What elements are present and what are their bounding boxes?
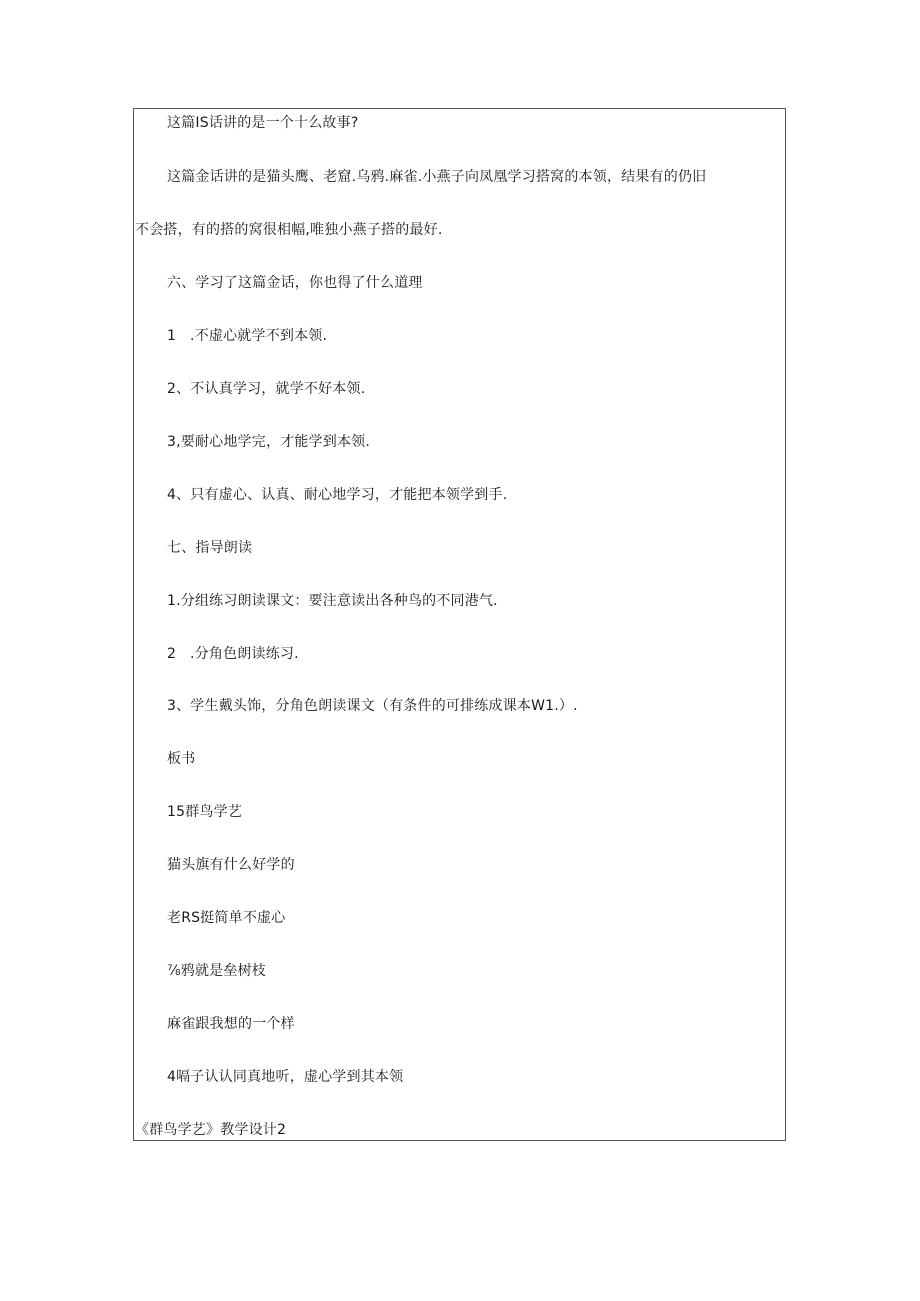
- blackboard-heading: 板书: [167, 751, 196, 767]
- answer-line-1: 这篇金话讲的是猫头鹰、老窟.乌鸦.麻雀.小燕子向凤凰学习搭窝的本领，结果有的仍旧: [167, 169, 707, 185]
- blackboard-line-2: 老RS挺简单不虚心: [167, 910, 286, 926]
- section-seven-heading: 七、指导朗读: [167, 540, 253, 556]
- lesson-item-2: 2、不认真学习，就学不好本领.: [167, 381, 366, 397]
- reading-item-3: 3、学生戴头饰，分角色朗读课文（有条件的可排练成课本W1.）.: [167, 698, 578, 714]
- reading-item-1: 1.分组练习朗读课文：要注意读出各种鸟的不同港气.: [167, 593, 498, 609]
- reading-item-2: 2 .分角色朗读练习.: [167, 646, 299, 662]
- document-frame: [133, 108, 786, 1141]
- blackboard-line-4: 麻雀跟我想的一个样: [167, 1016, 295, 1032]
- next-document-title: 《群鸟学艺》教学设计2: [135, 1122, 287, 1138]
- lesson-item-1: 1 .不虚心就学不到本领.: [167, 328, 328, 344]
- lesson-item-3: 3,要耐心地学完，才能学到本领.: [167, 434, 371, 450]
- question-line: 这篇IS话讲的是一个十么故事?: [167, 115, 359, 131]
- lesson-item-4: 4、只有虚心、认真、耐心地学习，才能把本领学到手.: [167, 487, 508, 503]
- section-six-heading: 六、学习了这篇金话，你也得了什么道理: [167, 275, 423, 291]
- blackboard-title: 15群鸟学艺: [167, 804, 243, 820]
- blackboard-line-5: 4嗝子认认同真地听，虚心学到其本领: [167, 1069, 404, 1085]
- blackboard-line-3: ⅞鸦就是垒树枝: [167, 963, 266, 979]
- answer-line-2: 不会搭，有的搭的窝很相幅,唯独小燕子搭的最好.: [135, 222, 443, 238]
- blackboard-line-1: 猫头旗有什么好学的: [167, 857, 295, 873]
